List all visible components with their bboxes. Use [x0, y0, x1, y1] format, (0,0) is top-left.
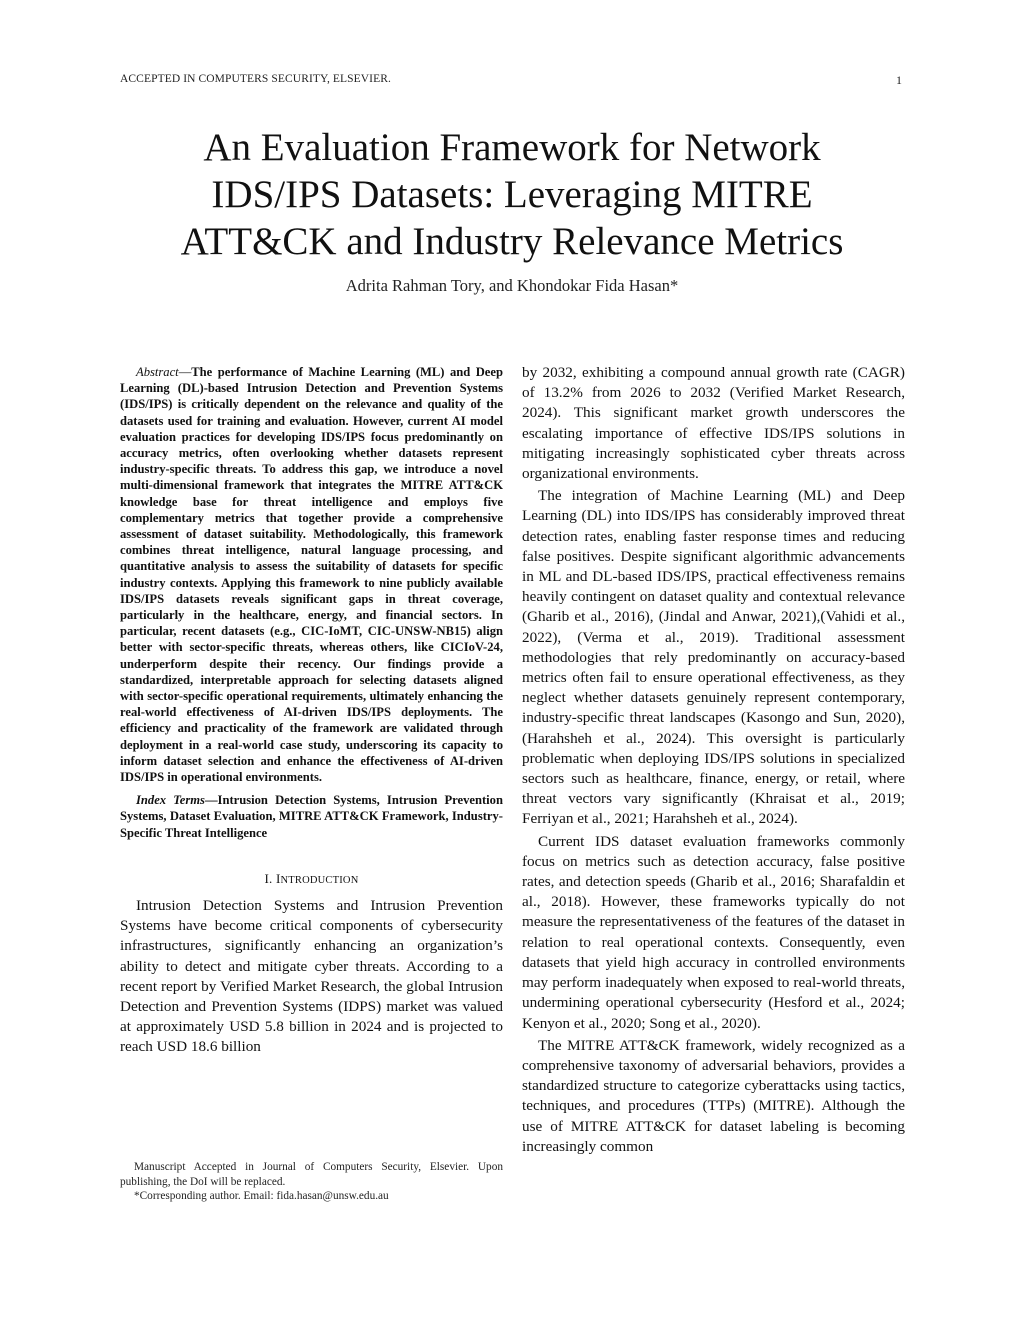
- author-list: Adrita Rahman Tory, and Khondokar Fida Hasan*: [345, 276, 679, 295]
- footnote-manuscript: Manuscript Accepted in Journal of Computers Security, Elsevier. Upon publishing, the DoI will be replaced.: [120, 1161, 503, 1188]
- footnotes: [120, 1160, 503, 1204]
- left-column: [120, 364, 503, 1058]
- footnote-corresponding-author: *Corresponding author. Email: fida.hasan@unsw.edu.au: [134, 1190, 389, 1203]
- body-paragraph: The MITRE ATT&CK framework, widely recognized as a comprehensive taxonomy of adversarial behaviors, provides a standardized structure to categorize cyberattacks using tactics, techniques, and procedures (TTPs) (MITRE). Although the use of MITRE ATT&CK for dataset labeling is becoming increasingly common: [522, 1036, 905, 1155]
- title-line: An Evaluation Framework for Network: [203, 126, 821, 169]
- abstract-text: The performance of Machine Learning (ML) and Deep Learning (DL)-based Intrusion Detection and Prevention Systems (IDS/IPS) is critically dependent on the relevance and quality of the datasets used for training and evaluation. However, current AI model evaluation practices for developing IDS/IPS focus predominantly on accuracy metrics, often overlooking whether datasets represent industry-specific threats. To address this gap, we introduce a novel multi-dimensional framework that integrates the MITRE ATT&CK knowledge base for threat intelligence and employs five complementary metrics that together provide a comprehensive assessment of dataset suitability. Methodologically, this framework combines threat intelligence, natural language processing, and quantitative analysis to assess the suitability of datasets for specific industry contexts. Applying this framework to nine publicly available IDS/IPS datasets reveals significant gaps in threat coverage, particularly in the healthcare, energy, and financial sectors. In particular, recent datasets (e.g., CIC-IoMT, CIC-UNSW-NB15) align better with sector-specific threats, whereas others, like CICIoV-24, underperform despite their recency. Our findings provide a standardized, interpretable approach for selecting datasets aligned with sector-specific operational requirements, ultimately enhancing the real-world effectiveness of AI-driven IDS/IPS deployments. The efficiency and practicality of the framework are validated through deployment in a real-world case study, underscoring its capacity to inform dataset selection and enhance the effectiveness of AI-driven IDS/IPS in operational environments.: [120, 365, 503, 785]
- body-paragraph: The integration of Machine Learning (ML) and Deep Learning (DL) into IDS/IPS has considerably improved threat detection rates, enabling faster response times and reducing false positives. Despite significant algorithmic advancements in ML and DL-based IDS/IPS, practical effectiveness remains heavily contingent on dataset quality and contextual relevance (Gharib et al., 2016), (Jindal and Anwar, 2021),(Vahidi et al., 2022), (Verma et al., 2019). Traditional assessment methodologies that rely predominantly on accuracy-based metrics often fail to ensure operational effectiveness, as they neglect whether datasets genuinely represent contemporary, industry-specific threat landscapes (Kasongo and Sun, 2020),(Harahsheh et al., 2024). This oversight is particularly problematic when deploying IDS/IPS solutions in specialized sectors such as healthcare, finance, energy, or retail, where threat vectors vary significantly (Khraisat et al., 2019; Ferriyan et al., 2021; Harahsheh et al., 2024).: [522, 487, 905, 828]
- index-terms-dash: —: [204, 793, 218, 808]
- title-line: IDS/IPS Datasets: Leveraging MITRE: [211, 173, 813, 216]
- body-paragraph: Current IDS dataset evaluation frameworks commonly focus on metrics such as detection accuracy, false positive rates, and detection speeds (Gharib et al., 2016; Sharafaldin et al., 2018). However, these frameworks typically do not measure the representativeness of the features of the dataset in relation to real operational contexts. Consequently, even datasets that yield high accuracy in controlled environments may perform inadequately when exposed to real-world threats, undermining operational cybersecurity (Hesford et al., 2024; Kenyon et al., 2020; Song et al., 2020).: [522, 832, 905, 1032]
- body-paragraph: by 2032, exhibiting a compound annual growth rate (CAGR) of 13.2% from 2026 to 2032 (Verified Market Research, 2024). This significant market growth underscores the escalating importance of effective IDS/IPS solutions in mitigating increasingly sophisticated cyber threats across organizational environments.: [522, 364, 905, 483]
- index-terms: [120, 792, 503, 841]
- index-terms-label: Index Terms: [136, 793, 205, 808]
- index-terms-text: Intrusion Detection Systems, Intrusion Prevention Systems, Dataset Evaluation, MITRE ATT&CK Framework, Industry-Specific Threat Intelligence: [120, 793, 503, 840]
- right-column: [522, 363, 905, 1157]
- section-heading-introduction: [120, 871, 503, 887]
- section-title-rest: NTRODUCTION: [280, 874, 359, 886]
- page-number: 1: [896, 73, 902, 87]
- title-line: ATT&CK and Industry Relevance Metrics: [180, 220, 844, 263]
- abstract-dash: —: [178, 365, 192, 379]
- section-number: I.: [264, 870, 276, 886]
- abstract: [120, 364, 503, 785]
- introduction-paragraph: Intrusion Detection Systems and Intrusion Prevention Systems have become critical components of cybersecurity infrastructures, significantly enhancing an organization’s ability to detect and mitigate cyber threats. According to a recent report by Verified Market Research, the global Intrusion Detection and Prevention Systems (IDPS) market was valued at approximately USD 5.8 billion in 2024 and is projected to reach USD 18.6 billion: [120, 896, 503, 1056]
- abstract-label: Abstract: [136, 365, 179, 379]
- section-initial: I: [275, 870, 281, 886]
- running-header: ACCEPTED IN COMPUTERS SECURITY, ELSEVIER.: [120, 73, 391, 85]
- paper-title: [110, 124, 914, 265]
